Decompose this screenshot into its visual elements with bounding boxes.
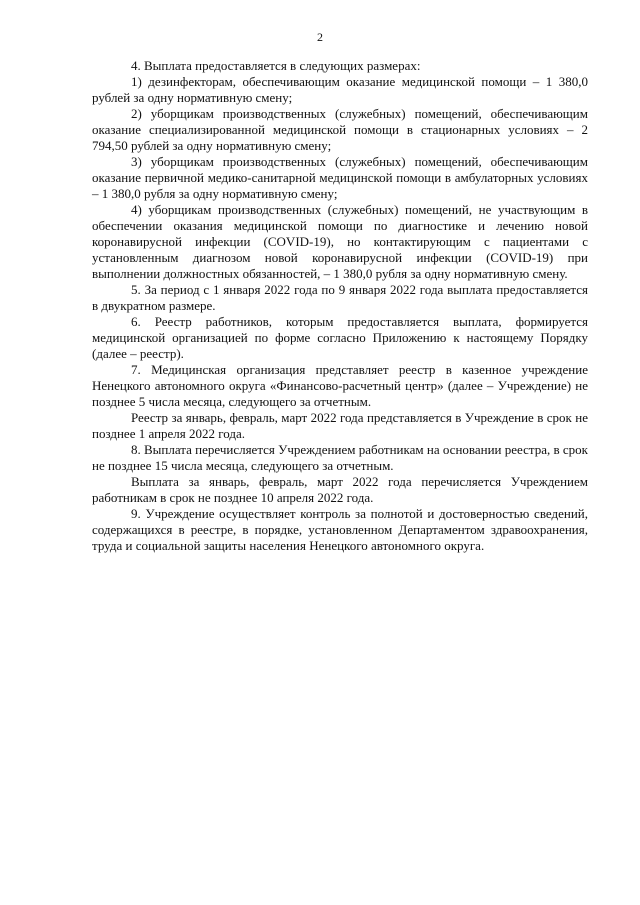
paragraph-item-4-header: 4. Выплата предоставляется в следующих размерах: — [131, 58, 421, 73]
paragraph-item-9: 9. Учреждение осуществляет контроль за полнотой и достоверностью сведений, содержащихся в реестре, в порядке, установленном Департаментом здравоохранения, труда и социальной защиты населения Ненецкого автономного округа. — [92, 506, 588, 553]
paragraph-item-4-2: 2) уборщикам производственных (служебных) помещений, обеспечивающим оказание специализированной медицинской помощи в стационарных условиях – 2 794,50 рублей за одну нормативную смену; — [92, 106, 588, 153]
document-body — [92, 58, 588, 554]
paragraph-item-7: 7. Медицинская организация представляет реестр в казенное учреждение Ненецкого автономного округа «Финансово-расчетный центр» (далее – Учреждение) не позднее 5 числа месяца, следующего за отчетным. — [92, 362, 588, 409]
paragraph-item-4-3: 3) уборщикам производственных (служебных) помещений, обеспечивающим оказание первичной медико-санитарной медицинской помощи в амбулаторных условиях – 1 380,0 рубля за одну нормативную смену; — [92, 154, 588, 201]
paragraph-item-8-continued: Выплата за январь, февраль, март 2022 года перечисляется Учреждением работникам в срок не позднее 10 апреля 2022 года. — [92, 474, 588, 505]
paragraph-item-6: 6. Реестр работников, которым предоставляется выплата, формируется медицинской организацией по форме согласно Приложению к настоящему Порядку (далее – реестр). — [92, 314, 588, 361]
paragraph-item-5: 5. За период с 1 января 2022 года по 9 января 2022 года выплата предоставляется в двукратном размере. — [92, 282, 588, 313]
paragraph-item-7-continued: Реестр за январь, февраль, март 2022 года представляется в Учреждение в срок не позднее 1 апреля 2022 года. — [92, 410, 588, 441]
page-number: 2 — [317, 30, 323, 44]
paragraph-item-4-4: 4) уборщикам производственных (служебных) помещений, не участвующим в обеспечении оказания медицинской помощи по диагностике и лечению новой коронавирусной инфекции (COVID-19), но контактирующим с пациентами с установленным диагнозом новой коронавирусной инфекции (COVID-19) при выполнении должностных обязанностей, – 1 380,0 рубля за одну нормативную смену. — [92, 202, 588, 281]
paragraph-item-8: 8. Выплата перечисляется Учреждением работникам на основании реестра, в срок не позднее 15 числа месяца, следующего за отчетным. — [92, 442, 588, 473]
paragraph-item-4-1: 1) дезинфекторам, обеспечивающим оказание медицинской помощи – 1 380,0 рублей за одну нормативную смену; — [92, 74, 588, 105]
